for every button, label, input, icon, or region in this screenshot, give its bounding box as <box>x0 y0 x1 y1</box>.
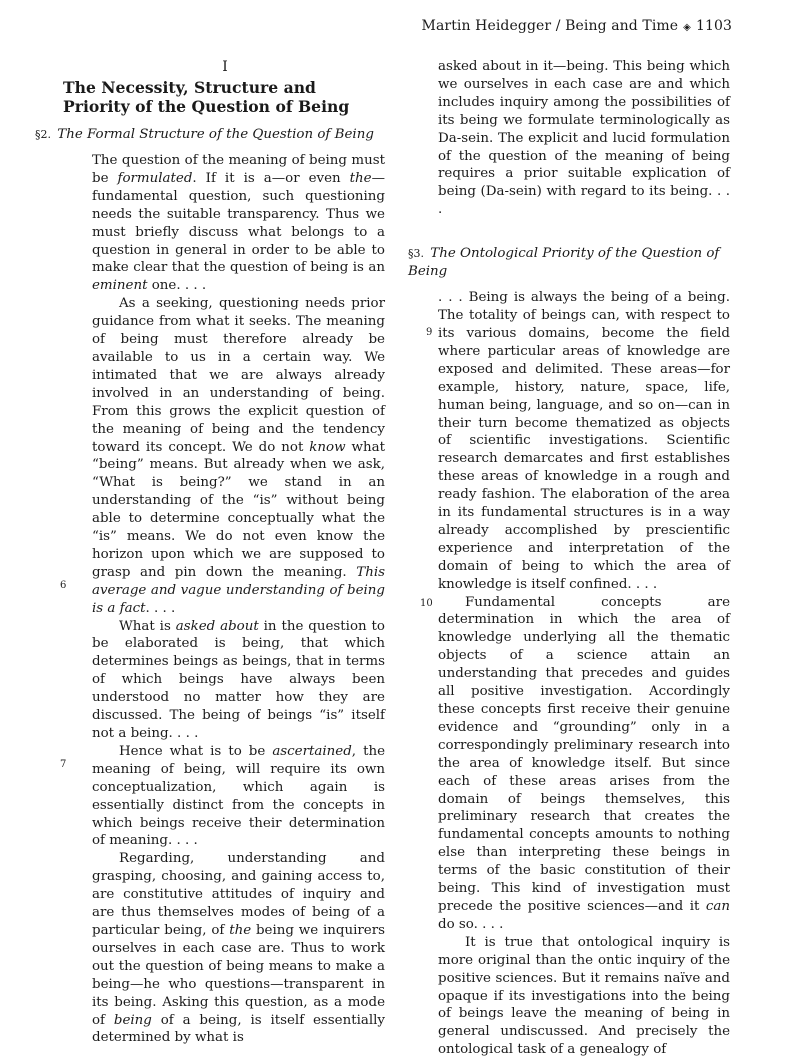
chapter-number: I <box>222 59 228 75</box>
paragraph: Hence what is to be ascertained, the meaning of being, will require its own conceptualization, which again is essentially distinct from the concepts in which beings receive their determination of meaning. . . . <box>92 743 385 849</box>
section-3-body <box>438 289 730 1059</box>
section-2-continued <box>438 58 730 219</box>
running-header <box>422 18 732 34</box>
paragraph: Regarding, understanding and grasping, choosing, and gaining access to, are constitutive attitudes of inquiry and are thus themselves modes of being of a particular being, of the being we inquirers ourselves in each case are. Thus to work out the question of being means to make a being—he who questions—transparent in its being. Asking this question, as a mode of being of a being, is itself essentially determined by what is <box>92 851 386 1046</box>
margin-page-ref: 9 <box>426 327 433 338</box>
header-separator: / <box>555 18 561 34</box>
paragraph: What is asked about in the question to be elaborated is being, that which determines beings as beings, that in terms of which beings have always been understood no matter how they are discussed. The being of beings “is” itself not a being. . . . <box>92 618 385 741</box>
paragraph: The question of the meaning of being must be formulated. If it is a—or even the—fundamental question, such questioning needs the suitable transparency. Thus we must briefly discuss what belongs to a question in general in order to be able to make clear that the question of being is an eminent one. . . . <box>92 153 385 294</box>
paragraph: . . . Being is always the being of a being. The totality of beings can, with respect to its various domains, become the field where particular areas of knowledge are exposed and delimited. These areas—for example, history, nature, space, life, human being, language, and so on—can in their turn become thematized as objects of scientific investigations. Scientific research demarcates and first establishes these areas of knowledge in a rough and ready fashion. The elaboration of the area in its fundamental structures is in a way already accomplished by prescientific experience and interpretation of the domain of being to which the area of knowledge is itself confined. . . . <box>438 290 730 592</box>
margin-page-ref: 6 <box>60 580 67 591</box>
margin-page-ref: 10 <box>420 598 433 609</box>
diamond-icon: ◈ <box>683 22 691 33</box>
paragraph: As a seeking, questioning needs prior guidance from what it seeks. The meaning of being must therefore already be available to us in a certain way. We intimated that we are always already involved in an understanding of being. From this grows the explicit question of the meaning of being and the tendency toward its concept. We do not know what “being” means. But already when we ask, “What is being?” we stand in an understanding of the “is” without being able to determine conceptually what the “is” means. We do not even know the horizon upon which we are supposed to grasp and pin down the meaning. This average and vague understanding of being is a fact. . . . <box>92 296 385 616</box>
chapter-title: The Necessity, Structure and Priority of the Question of Being <box>63 78 350 116</box>
section-heading-3 <box>408 245 730 281</box>
paragraph: asked about in it—being. This being which we ourselves in each case are and which includes inquiry among the possibilities of its being we formulate terminologically as Da-sein. The explicit and lucid formulation of the question of the meaning of being requires a prior suitable explication of being (Da-sein) with regard to its being. . . . <box>438 59 730 218</box>
section-heading-2 <box>35 126 385 144</box>
paragraph: It is true that ontological inquiry is more original than the ontic inquiry of the positive sciences. But it remains naïve and opaque if its investigations into the being of beings leave the meaning of being in general undiscussed. And precisely the ontological task of a genealogy of <box>438 934 730 1058</box>
left-column <box>35 58 386 1047</box>
section-title: The Ontological Priority of the Question of Being <box>408 246 720 280</box>
page-number: 1103 <box>695 18 732 34</box>
paragraph: Fundamental concepts are determination in which the area of knowledge underlying all the thematic objects of a science attain an understanding that precedes and guides all positive investigation. Accordingly these concepts first receive their genuine evidence and “grounding” only in a correspondingly preliminary research into the area of knowledge itself. But since each of these areas arises from the domain of beings themselves, this preliminary research that creates the fundamental concepts amounts to nothing else than interpreting these beings in terms of the basic constitution of their being. This kind of investigation must precede the positive sciences—and it can do so. . . . <box>438 594 730 932</box>
section-title: The Formal Structure of the Question of Being <box>57 127 374 142</box>
header-book-title: Being and Time <box>565 18 679 34</box>
section-number: §2. <box>35 128 51 141</box>
section-number: §3. <box>408 247 424 261</box>
section-2-body <box>92 152 385 1047</box>
header-author: Martin Heidegger <box>421 18 552 34</box>
margin-page-ref: 7 <box>60 759 67 770</box>
